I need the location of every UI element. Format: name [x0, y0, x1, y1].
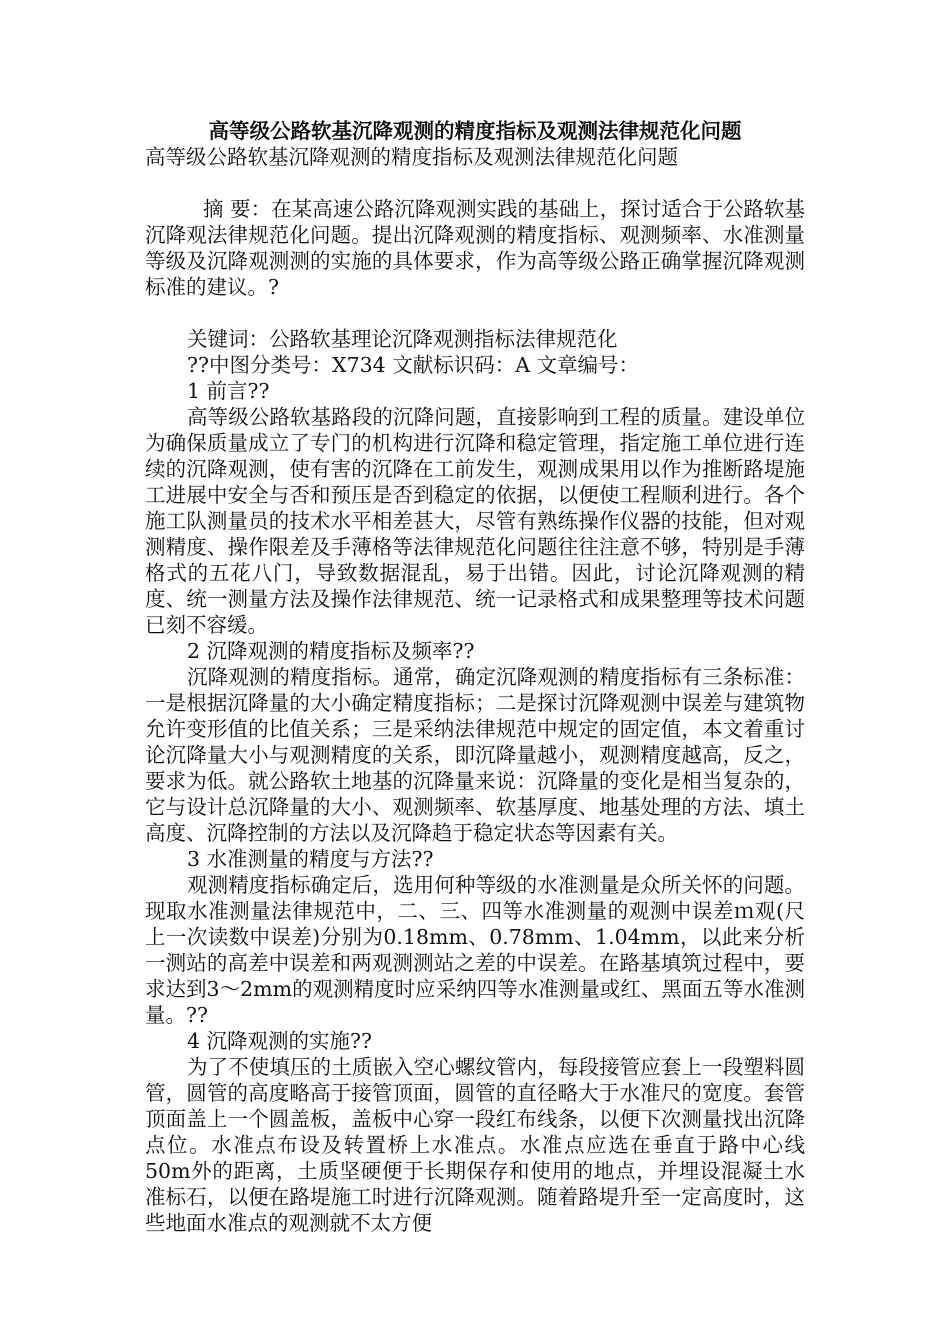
document-subtitle: 高等级公路软基沉降观测的精度指标及观测法律规范化问题: [145, 145, 678, 169]
blank-line: [145, 300, 805, 326]
section-heading-leveling: 3 水准测量的精度与方法??: [187, 847, 434, 871]
document-title: 高等级公路软基沉降观测的精度指标及观测法律规范化问题: [208, 119, 742, 143]
section-heading-implementation: 4 沉降观测的实施??: [187, 1029, 373, 1053]
section-body-intro: 高等级公路软基路段的沉降问题，直接影响到工程的质量。建设单位为确保质量成立了专门的机构进行沉降和稳定管理，指定施工单位进行连续的沉降观测，使有害的沉降在工前发生，观测成果用以作为推断路堤施工进展中安全与否和预压是否到稳定的依据，以便使工程顺利进行。各个施工队测量员的技术水平相差甚大，尽管有熟练操作仪器的技能，但对观测精度、操作限差及手薄格等法律规范化问题往往注意不够，特别是手薄格式的五花八门，导致数据混乱，易于出错。因此，讨论沉降观测的精度、统一测量方法及操作法律规范、统一记录格式和成果整理等技术问题已刻不容缓。: [145, 405, 805, 637]
section-heading-precision: 2 沉降观测的精度指标及频率??: [187, 639, 475, 663]
section-body-implementation: 为了不使填压的土质嵌入空心螺纹管内，每段接管应套上一段塑料圆管，圆管的高度略高于接管顶面，圆管的直径略大于水准尺的宽度。套管顶面盖上一个圆盖板，盖板中心穿一段红布线条，以便下次测量找出沉降点位。水准点布设及转置桥上水准点。水准点应选在垂直于路中心线50m外的距离，土质坚硬便于长期保存和使用的地点，并埋设混凝土水准标石，以便在路堤施工时进行沉降观测。随着路堤升至一定高度时，这些地面水准点的观测就不太方便: [145, 1055, 805, 1235]
section-body-leveling: 观测精度指标确定后，选用何种等级的水准测量是众所关怀的问题。现取水准测量法律规范中，二、三、四等水准测量的观测中误差ｍ观(尺上一次读数中误差)分别为0.18mm、0.78mm、1.04mm，以此来分析一测站的高差中误差和两观测测站之差的中误差。在路基填筑过程中，要求达到3～2mm的观测精度时应采纳四等水准测量或红、黑面五等水准测量。??: [145, 873, 805, 1027]
keywords-line: 关键词：公路软基理论沉降观测指标法律规范化: [187, 327, 618, 351]
section-body-precision: 沉降观测的精度指标。通常，确定沉降观测的精度指标有三条标准：一是根据沉降量的大小确定精度指标；二是探讨沉降观测中误差与建筑物允许变形值的比值关系；三是采纳法律规范中规定的固定值，本文着重讨论沉降量大小与观测精度的关系，即沉降量越小，观测精度越高，反之，要求为低。就公路软土地基的沉降量来说：沉降量的变化是相当复杂的，它与设计总沉降量的大小、观测频率、软基厚度、地基处理的方法、填土高度、沉降控制的方法以及沉降趋于稳定状态等因素有关。: [145, 665, 805, 845]
section-heading-intro: 1 前言??: [187, 379, 270, 403]
classification-line: ??中图分类号：X734 文献标识码：A 文章编号：: [187, 353, 640, 377]
document-page: [145, 118, 805, 1236]
abstract-paragraph: 摘 要：在某高速公路沉降观测实践的基础上，探讨适合于公路软基沉降观法律规范化问题。提出沉降观测的精度指标、观测频率、水准测量等级及沉降观测测的实施的具体要求，作为高等级公路正确掌握沉降观测标准的建议。?: [145, 197, 805, 299]
blank-line: [145, 170, 805, 196]
